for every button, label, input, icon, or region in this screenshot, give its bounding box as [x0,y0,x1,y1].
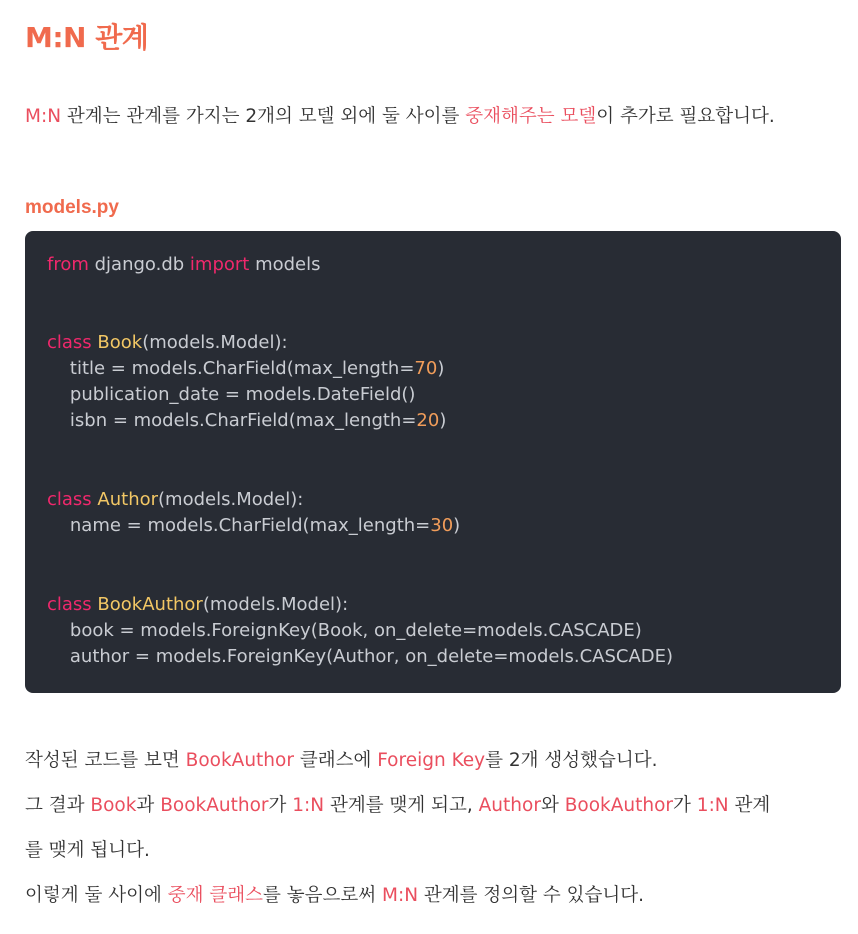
text: 가 [673,795,697,816]
inline-highlight: M:N [382,885,419,906]
outro-paragraph-4 [25,881,644,911]
inline-highlight: BookAuthor [564,795,674,816]
code-block [25,231,841,693]
code-text: isbn = models.CharField(max_length= [47,410,417,431]
code-line [47,513,460,539]
intro-paragraph [25,102,775,132]
code-text: title = models.CharField(max_length= [47,358,415,379]
keyword: class [47,489,92,510]
code-text: ) [437,358,445,379]
section-heading: M:N 관계 [25,21,149,54]
text: 가 [268,795,293,816]
keyword: from [47,254,89,275]
code-line [47,330,288,356]
inline-highlight: Author [478,795,541,816]
text: 와 [540,795,565,816]
text: 를 2개 생성했습니다. [485,750,658,771]
outro-paragraph-1 [25,746,658,776]
code-line [47,356,444,382]
text: 과 [136,795,161,816]
code-line [47,487,303,513]
inline-highlight: 1:N [292,795,325,816]
inline-highlight: 중재 클래스 [167,885,263,906]
text: 작성된 코드를 보면 [25,750,186,771]
code-text: (models.Model): [202,594,349,615]
code-line: book = models.ForeignKey(Book, on_delete=models.CASCADE) [47,620,642,641]
number: 30 [430,515,454,536]
inline-highlight: Book [90,795,137,816]
inline-highlight: BookAuthor [160,795,269,816]
text: 이 추가로 필요합니다. [596,106,775,127]
outro-paragraph-3 [25,836,150,866]
text: 관계는 관계를 가지는 2개의 모델 외에 둘 사이를 [61,106,466,127]
code-text: django.db [88,254,190,275]
inline-highlight: 1:N [696,795,729,816]
text: 를 놓음으로써 [263,885,382,906]
inline-highlight: M:N [25,106,62,127]
text: 그 결과 [25,795,91,816]
code-line [47,408,446,434]
code-text: (models.Model): [142,332,288,353]
code-line: author = models.ForeignKey(Author, on_delete=models.CASCADE) [47,646,674,667]
code-text: ) [453,515,461,536]
number: 70 [414,358,438,379]
code-line: publication_date = models.DateField() [47,384,416,405]
code-line [47,592,348,618]
class-name: BookAuthor [97,594,203,615]
text: 관계를 정의할 수 있습니다. [418,885,645,906]
code-text: (models.Model): [158,489,304,510]
outro-paragraph-2 [25,791,770,821]
inline-highlight: 중재해주는 모델 [465,106,597,127]
text: 관계 [728,795,771,816]
class-name: Author [97,489,159,510]
text: 클래스에 [293,750,378,771]
keyword: class [47,332,92,353]
class-name: Book [97,332,143,353]
text: 를 맺게 됩니다. [25,840,150,861]
keyword: class [47,594,92,615]
keyword: import [189,254,250,275]
code-text: models [249,254,321,275]
code-line [47,252,321,278]
text: 관계를 맺게 되고, [324,795,479,816]
inline-highlight: Foreign Key [377,750,486,771]
code-text: name = models.CharField(max_length= [47,515,431,536]
inline-highlight: BookAuthor [185,750,294,771]
number: 20 [416,410,440,431]
text: 이렇게 둘 사이에 [25,885,168,906]
code-text: ) [439,410,447,431]
code-filename: models.py [25,197,119,218]
